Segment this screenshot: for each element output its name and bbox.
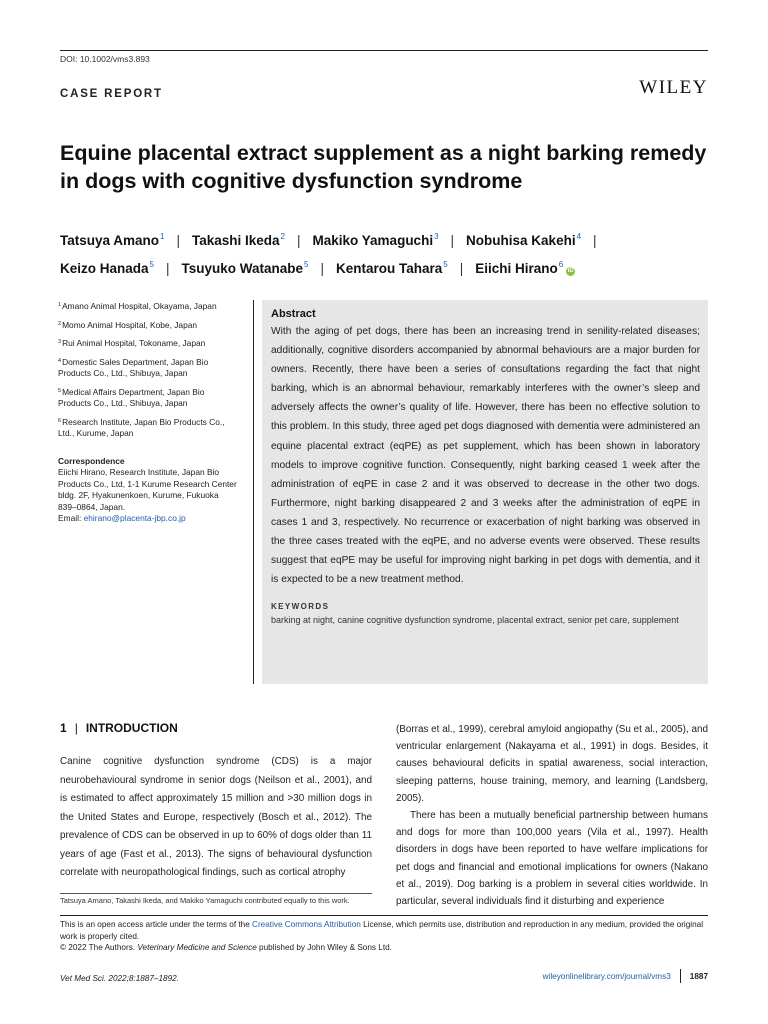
affiliation-6: $^6$Research Institute, Japan Bio Products Co., Ltd., Kurume, Japan xyxy=(58,416,225,438)
abstract-heading: Abstract xyxy=(271,308,316,320)
orcid-icon[interactable]: iD xyxy=(567,268,574,274)
doi[interactable]: DOI: 10.1002/vms3.893 xyxy=(60,54,150,64)
cc-license-link[interactable]: Creative Commons Attribution xyxy=(252,920,361,929)
author-ikeda[interactable]: Takashi Ikeda$^2$ xyxy=(192,232,285,248)
author-line-2: Keizo Hanada$^5$ | Tsuyuko Watanabe$^5$ | Kentarou Tahara$^5$ | Eiichi Hirano$^6$iD xyxy=(60,260,574,276)
affiliation-1: $^1$Amano Animal Hospital, Okayama, Japan xyxy=(58,301,217,311)
affiliations-column xyxy=(58,300,238,525)
author-list xyxy=(60,225,720,281)
abstract-text: With the aging of pet dogs, there has been an increasing trend in senility-related diseases; additionally, cognitive disorders accompanied by abnormal behaviours are a major burden for owners. Recently, there have been a series of consultations regarding the fact that night barking, which is an abnormal behaviour, remarkably interferes with the owner’s sleep and adversely affects the owner’s quality of life. However, there has been no effective solution to this problem. In this study, three aged pet dogs diagnosed with dementia were administered an equine placental extract (eqPE) as pet supplement, which has been shown in laboratory models to improve cognitive function. Consequently, night barking ceased 1 week after the administration of eqPE in case 2 and it was observed to decrease in the other two dogs. Furthermore, night barking disappeared 2 and 3 weeks after the administration of eqPE in cases 1 and 3, respectively. No recurrence or exacerbation of night barking was observed in the three cases treated with the eqPE, and no adverse events were observed. These results suggest that eqPE may be useful for improving night barking in pet dogs with dementia, and it is expected to be a new treatment method. xyxy=(271,326,700,586)
correspondence-email-link[interactable]: ehirano@placenta-jbp.co.jp xyxy=(83,513,186,523)
footer-divider xyxy=(680,969,681,983)
correspondence-address: Eiichi Hirano, Research Institute, Japan Bio Products Co., Ltd, 1-1 Kurume Research Center bldg. 2F, Hyakunenkoen, Kurume, Fukuoka 839–0864, Japan. xyxy=(58,467,237,512)
intro-right-paragraph-1: (Borras et al., 1999), cerebral amyloid angiopathy (Su et al., 2005), and ventricular enlargement (Nakayama et al., 1991) in dogs. Besides, it causes behavioural deficits in spatial awareness, social interaction, sleeping patterns, house training, memory, and learning (Landsberg, 2005). xyxy=(396,724,708,804)
footer-citation: Vet Med Sci. 2022;8:1887–1892. xyxy=(60,974,179,983)
license-text: This is an open access article under the terms of the Creative Commons Attribution License, which permits use, distribution and reproduction in any medium, provided the original work is properly cited. xyxy=(60,920,704,941)
publisher-logo: WILEY xyxy=(639,77,708,98)
copyright-line: © 2022 The Authors. Veterinary Medicine and Science published by John Wiley & Sons Ltd. xyxy=(60,943,392,953)
intro-left-paragraph: Canine cognitive dysfunction syndrome (CDS) is a major neurobehavioural syndrome in senior dogs (Neilson et al., 2001), and is estimated to affect approximately 15 million and >30 million dogs in the United States and Europe, respectively (Bosch et al., 2012). The prevalence of CDS can be observed in up to 60% of dogs older than 11 years of age (Fast et al., 2013). The signs of behavioural dysfunction correlate with neuropathological findings, such as cortical atrophy xyxy=(60,756,372,878)
license-block xyxy=(60,919,710,954)
article-type: CASE REPORT xyxy=(60,88,163,100)
affiliation-5: $^5$Medical Affairs Department, Japan Bio Products Co., Ltd., Shibuya, Japan xyxy=(58,386,205,408)
author-hanada[interactable]: Keizo Hanada$^5$ xyxy=(60,260,154,276)
column-divider xyxy=(253,300,254,684)
author-amano[interactable]: Tatsuya Amano$^1$ xyxy=(60,232,165,248)
intro-heading: 1 | INTRODUCTION xyxy=(60,721,178,735)
abstract-box xyxy=(262,300,708,684)
author-watanabe[interactable]: Tsuyuko Watanabe$^5$ xyxy=(181,260,309,276)
affiliation-4: $^4$Domestic Sales Department, Japan Bio Products Co., Ltd., Shibuya, Japan xyxy=(58,356,209,378)
correspondence-email-line: Email: ehirano@placenta-jbp.co.jp xyxy=(58,513,186,523)
article-title: Equine placental extract supplement as a night barking remedy in dogs with cognitive dysfunction syndrome xyxy=(60,141,707,193)
author-hirano[interactable]: Eiichi Hirano$^6$ xyxy=(475,260,564,276)
affiliation-3: $^3$Rui Animal Hospital, Tokoname, Japan xyxy=(58,338,206,348)
keywords-list: barking at night, canine cognitive dysfunction syndrome, placental extract, senior pet care, supplement xyxy=(271,615,679,626)
affiliation-2: $^2$Momo Animal Hospital, Kobe, Japan xyxy=(58,319,198,330)
author-kakehi[interactable]: Nobuhisa Kakehi$^4$ xyxy=(466,232,582,248)
page-number: 1887 xyxy=(689,971,708,981)
footer-right xyxy=(543,969,708,983)
author-tahara[interactable]: Kentarou Tahara$^5$ xyxy=(336,260,448,276)
keywords-heading: KEYWORDS xyxy=(271,602,330,612)
intro-right-column xyxy=(396,721,708,910)
correspondence-heading: Correspondence xyxy=(58,455,125,466)
header-rule xyxy=(60,50,708,51)
license-rule xyxy=(60,915,708,916)
footnote-rule xyxy=(60,893,372,894)
author-line-1: Tatsuya Amano$^1$ | Takashi Ikeda$^2$ | Makiko Yamaguchi$^3$ | Nobuhisa Kakehi$^4$ | xyxy=(60,232,597,248)
author-yamaguchi[interactable]: Makiko Yamaguchi$^3$ xyxy=(312,232,439,248)
intro-right-paragraph-2: There has been a mutually beneficial partnership between humans and dogs for more than 100,000 years (Vila et al., 1997). Health disorders in dogs have been reported to have welfare implications for pet dogs and financial and emotional implications for owners (Nakano et al., 2019). Dog barking is a problem in several cities worldwide. In particular, several individuals find it disturbing and experience xyxy=(396,810,708,908)
footnote: Tatsuya Amano, Takashi Ikeda, and Makiko Yamaguchi contributed equally to this work. xyxy=(60,896,350,905)
journal-url-link[interactable]: wileyonlinelibrary.com/journal/vms3 xyxy=(542,971,671,981)
